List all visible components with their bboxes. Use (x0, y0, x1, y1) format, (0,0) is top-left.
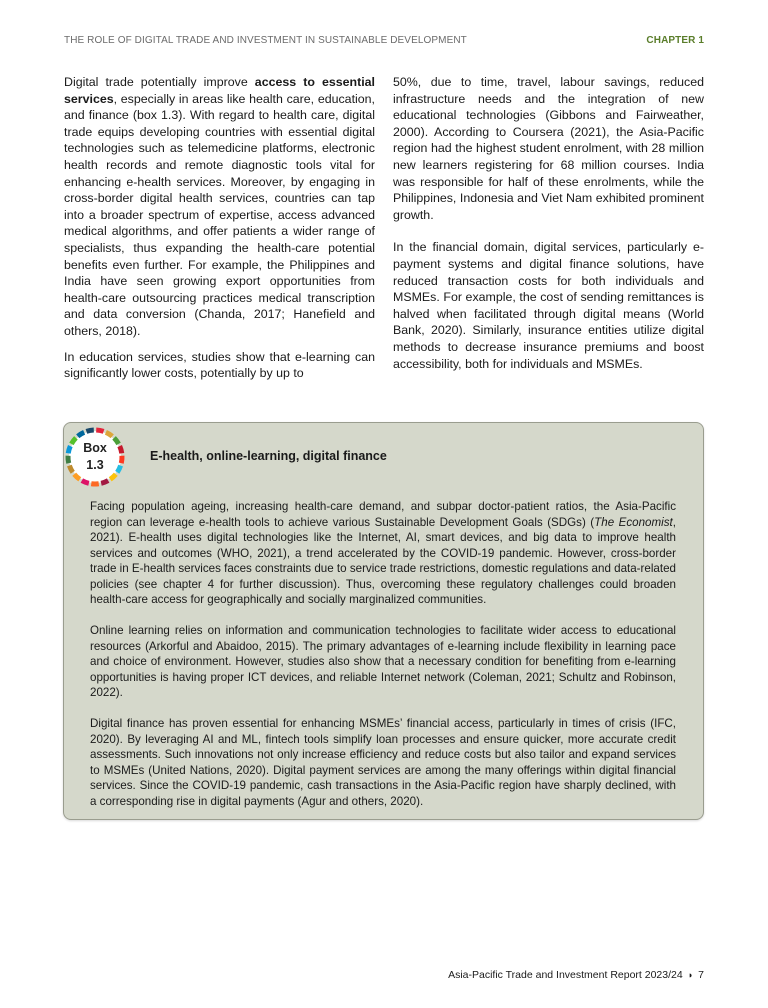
box-label-word: Box (83, 441, 107, 455)
paragraph-education: In education services, studies show that e-learning can significantly lower costs, potentially by up to (64, 349, 375, 381)
paragraph-access-services (64, 74, 375, 340)
box-paragraph-ehealth (90, 499, 676, 608)
page-number: 7 (698, 969, 704, 981)
paragraph-text: Facing population ageing, increasing health-care demand, and subpar doctor-patient ratios, the Asia-Pacific region can leverage e-health tools to achieve various Sustainable Development Goals (SDGs) ( (90, 500, 676, 529)
box-badge (64, 426, 126, 488)
paragraph-finance: In the financial domain, digital services, particularly e-payment systems and digital finance solutions, have reduced transaction costs for both individuals and MSMEs. For example, the cost of sending remittances is halved when facilitated through digital means (World Bank, 2020). Similarly, insurance entities utilize digital methods to decrease insurance premiums and boost accessibility, both for individuals and MSMEs. (393, 240, 704, 371)
sdg-ring-segment (82, 481, 89, 484)
running-header (64, 33, 704, 47)
footer-separator: ◗ (687, 970, 694, 980)
box-label (64, 440, 126, 474)
running-footer (448, 969, 704, 981)
right-column (393, 74, 704, 398)
paragraph-education-continued: 50%, due to time, travel, labour savings, reduced infrastructure needs and the integration of new educational technologies (Gibbons and Fairweather, 2000). According to Coursera (2021), the Asia-Pacific region had the highest student enrolment, with 28 million new learners registering for 68 million courses. India was responsible for half of these enrolments, while the Philippines, Indonesia and Viet Nam exhibited prominent growth. (393, 75, 704, 222)
body-columns (64, 74, 704, 398)
box-label-number: 1.3 (86, 458, 104, 472)
box-title: E-health, online-learning, digital finance (150, 449, 387, 463)
paragraph-text: Digital trade potentially improve (64, 75, 255, 89)
bold-phrase: access to essential services (64, 75, 375, 106)
chapter-label: CHAPTER 1 (646, 34, 704, 46)
box-paragraph-online-learning: Online learning relies on information and communication technologies to facilitate wider access to educational resources (Arkorful and Abaidoo, 2015). The primary advantages of e-learning include flexibility in learning pace and choice of environment. However, studies also show that a necessary condition for benefiting from e-learning opportunities is having proper ICT devices, and reliable Internet network (Coleman, 2021; Schultz and Robinson, 2022). (90, 624, 676, 699)
box-body (90, 499, 676, 825)
report-section-title: THE ROLE OF DIGITAL TRADE AND INVESTMENT IN SUSTAINABLE DEVELOPMENT (64, 34, 467, 46)
sdg-ring-segment (86, 430, 93, 431)
report-name: Asia-Pacific Trade and Investment Report 2023/24 (448, 969, 683, 981)
box-paragraph-digital-finance: Digital finance has proven essential for enhancing MSMEs’ financial access, particularly in times of crisis (IFC, 2020). By leveraging AI and ML, fintech tools simplify loan processes and ensure quicker, more accurate credit assessments. Such innovations not only increase efficiency and reduce costs but also tailor and expand services to MSMEs (United Nations, 2020). Digital payment services are among the many offerings within digital financial services. Since the COVID-19 pandemic, cash transactions in the Asia-Pacific region have sharply declined, with a corresponding rise in digital payments (Agur and others, 2020). (90, 717, 676, 808)
sdg-ring-segment (96, 430, 103, 431)
sdg-ring-segment (101, 481, 108, 484)
left-column (64, 74, 375, 398)
paragraph-text: , 2021). E-health uses digital technologies like the Internet, AI, smart devices, and big data to improve health services and outcomes (WHO, 2021), a trend accelerated by the COVID-19 pandemic. However, cross-border trade in E-health services faces constraints due to service trade restrictions, domestic regulations and data-related policies (see chapter 4 for further discussion). Thus, overcoming these regulatory challenges could broaden health-care access for geographically and socially marginalized communities. (90, 515, 676, 606)
italic-source: The Economist (594, 515, 673, 529)
paragraph-text: , especially in areas like health care, education, and finance (box 1.3). With regard to health care, digital trade equips developing countries with essential digital technologies such as telemedicine platforms, electronic health records and remote diagnostic tools vital for enhancing e-health services. Moreover, by engaging in cross-border digital health services, countries can tap into a broader spectrum of expertise, access advanced medical algorithms, and offer patients a wider range of specialists, thus expanding the health-care potential benefits even further. For example, the Philippines and India have seen growing export opportunities from health-care outsourcing practices medical transcription and data conversion (Chanda, 2017; Hanefield and others, 2018). (64, 91, 375, 338)
